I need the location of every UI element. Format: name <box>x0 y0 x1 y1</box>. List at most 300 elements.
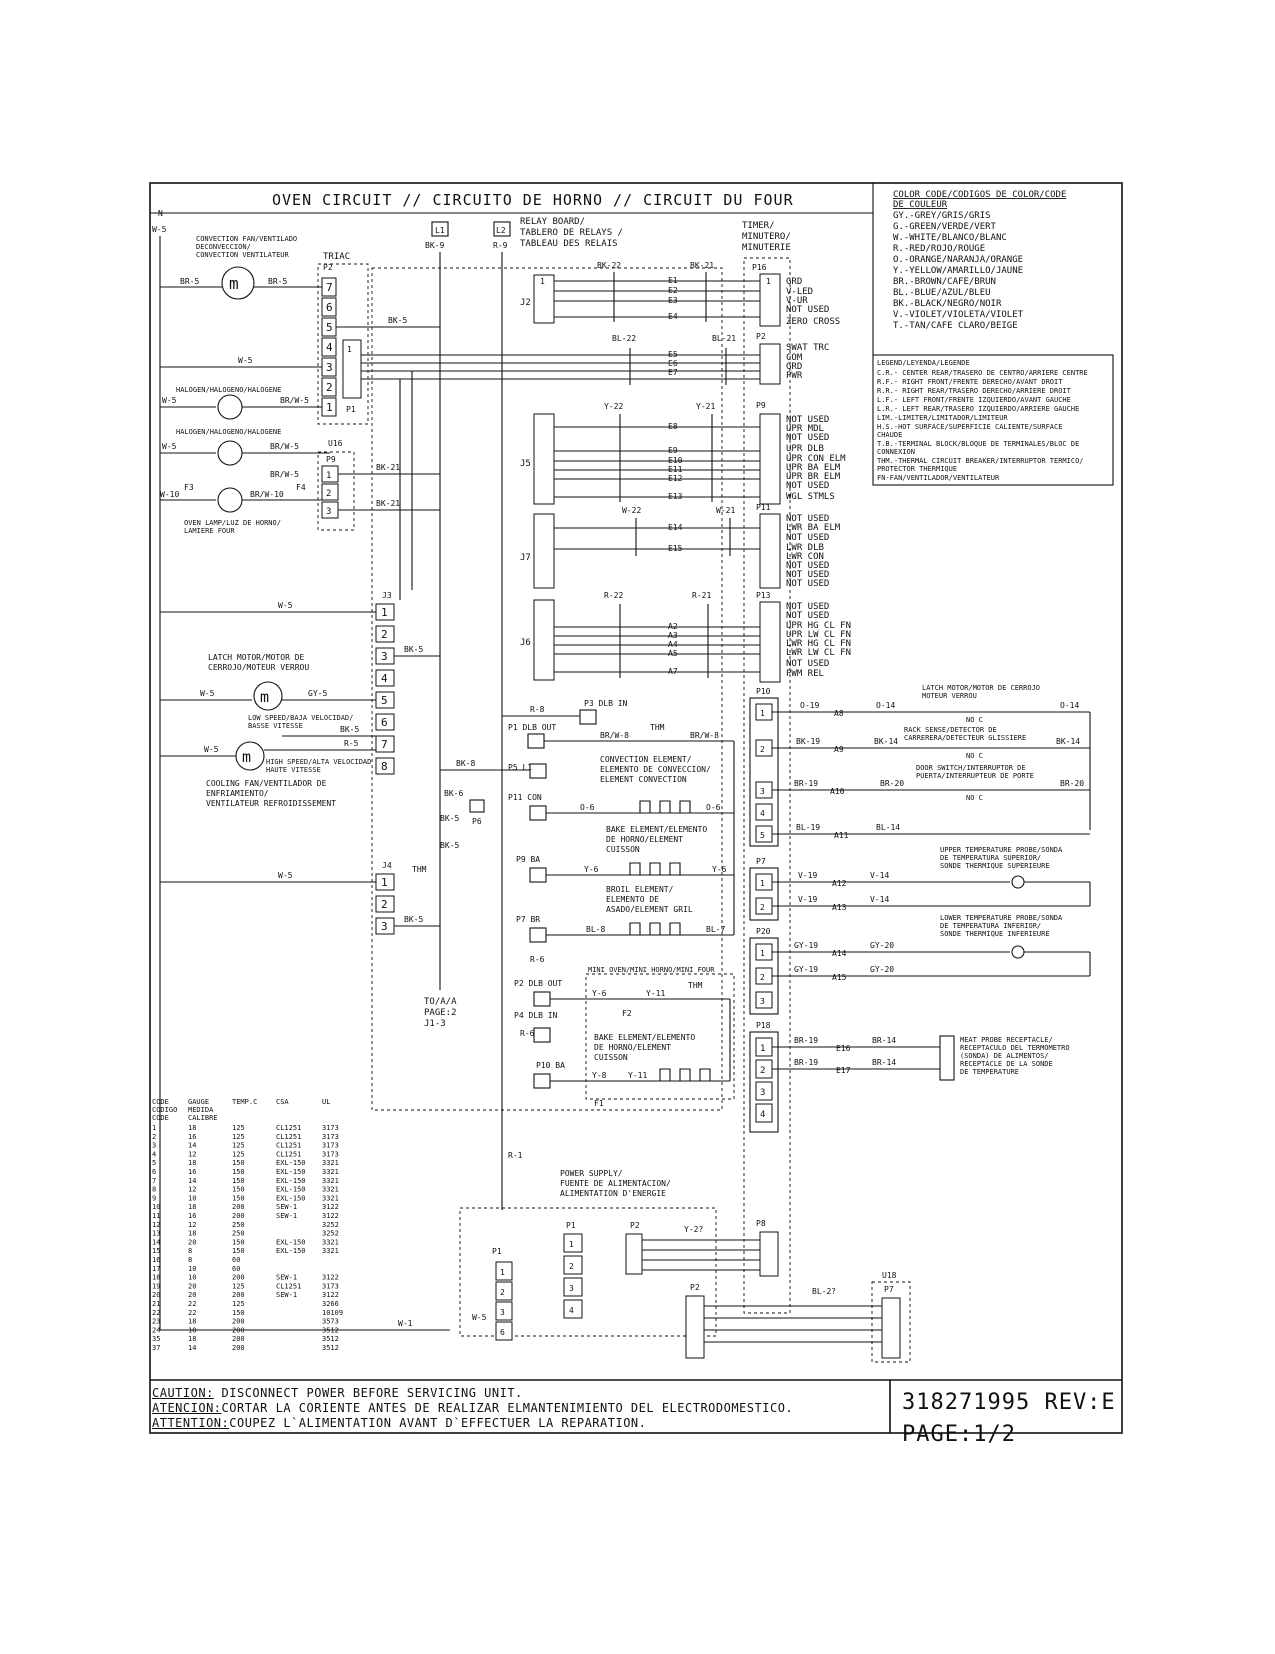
p10-ba-label: P10 BA <box>536 1061 565 1070</box>
pin-label: NOT USED <box>786 659 830 669</box>
conv-elem-label: CONVECTION ELEMENT/ <box>600 755 692 764</box>
gauge-table-cell: 125 <box>232 1300 245 1308</box>
j3-label: J3 <box>382 591 392 600</box>
gauge-table-cell: 24 <box>152 1326 161 1335</box>
color-legend-item: V.-VIOLET/VIOLETA/VIOLET <box>893 310 1024 320</box>
bake-elem2-label: CUISSON <box>594 1053 628 1062</box>
svg-text:5: 5 <box>760 831 765 840</box>
pin-label: ZERO CROSS <box>786 317 841 327</box>
p5-label: P5 L1 <box>508 763 533 772</box>
low-speed-label: BASSE VITESSE <box>248 722 303 730</box>
svg-text:1: 1 <box>760 1044 766 1054</box>
abbrev-item: L.F.- LEFT FRONT/FRENTE IZQUIERDO/AVANT GAUCHE <box>877 396 1071 404</box>
pin-label: UPR HG CL FN <box>786 621 852 631</box>
attention-label: ATTENTION: <box>152 1416 230 1430</box>
p9r-label: P9 <box>756 401 766 410</box>
pin-label: GRD <box>786 362 803 372</box>
j6-connector <box>534 600 554 680</box>
p2-ps-connector <box>626 1234 642 1274</box>
p20-connector <box>756 944 772 1008</box>
svg-text:m: m <box>229 274 239 293</box>
svg-text:6: 6 <box>381 716 388 729</box>
wire-label: BL-7 <box>706 925 726 934</box>
svg-text:1: 1 <box>760 709 765 718</box>
svg-text:7: 7 <box>326 281 333 294</box>
switch-label: NO C <box>966 794 983 802</box>
pin-label: LWR CON <box>786 552 824 562</box>
lower-probe-label: LOWER TEMPERATURE PROBE/SONDA <box>940 914 1063 922</box>
wire-label: GY-19 <box>794 965 819 974</box>
wire-label: Y-6 <box>592 989 607 998</box>
wire-label: BL-22 <box>612 334 637 343</box>
p1b-label: P1 <box>566 1221 576 1230</box>
p9-ba-label: P9 BA <box>516 855 541 864</box>
gauge-table-cell: 125 <box>232 1124 245 1132</box>
wire-label: BR/W-8 <box>690 731 719 740</box>
gauge-table-cell: 125 <box>232 1132 245 1141</box>
abbrev-item: CONNEXION <box>877 448 915 456</box>
svg-text:7: 7 <box>381 738 388 751</box>
wire-label: BR-19 <box>794 1036 819 1045</box>
svg-text:4: 4 <box>569 1306 574 1315</box>
color-legend <box>893 190 1066 331</box>
wire-label: BK-14 <box>1056 737 1081 746</box>
p6-label: P6 <box>472 817 482 826</box>
wire-label: A15 <box>832 973 847 982</box>
gauge-table-cell: 125 <box>232 1150 245 1159</box>
gauge-table-cell: 60 <box>232 1264 241 1273</box>
gauge-table-cell: 16 <box>188 1212 197 1220</box>
abbrev-item: R.F.- RIGHT FRONT/FRENTE DERECHO/AVANT DROIT <box>877 378 1063 386</box>
svg-text:1: 1 <box>381 876 388 889</box>
gauge-table-cell: 10 <box>188 1264 197 1273</box>
gauge-table-cell: SEW-1 <box>276 1203 298 1212</box>
wire-label: W-5 <box>162 442 177 451</box>
gauge-table-cell: 20 <box>152 1291 161 1300</box>
gauge-table-cell: 3321 <box>322 1159 339 1168</box>
p6-terminal <box>470 800 484 812</box>
gauge-table-cell: 200 <box>232 1212 245 1220</box>
gauge-table-cell: 150 <box>232 1168 245 1176</box>
gauge-table-cell: 23 <box>152 1317 161 1326</box>
broil-elem-label: ELEMENTO DE <box>606 895 659 904</box>
j2-wires <box>554 281 760 317</box>
gauge-table-cell: 200 <box>232 1317 245 1326</box>
upper-probe <box>1012 876 1024 888</box>
rack-sense-label: RACK SENSE/DETECTOR DE <box>904 726 997 734</box>
gauge-table-cell: 150 <box>232 1159 245 1168</box>
gauge-table-cell: EXL-150 <box>276 1176 306 1185</box>
j5-label: J5 <box>520 459 531 469</box>
gauge-table-cell: 18 <box>188 1229 197 1238</box>
e-label: E1 <box>668 276 678 285</box>
gauge-table-cell: 13 <box>152 1229 161 1238</box>
thm-label: THM <box>650 723 665 732</box>
thm-label: THM <box>412 865 427 874</box>
wire-label: BL-21 <box>712 334 737 343</box>
wire-label: GY-19 <box>794 941 819 950</box>
conv-elem-label: ELEMENT CONVECTION <box>600 775 687 784</box>
p1-ps-label: P1 <box>492 1247 502 1256</box>
p2r-connector <box>760 344 780 384</box>
wire-label: E16 <box>836 1044 851 1053</box>
gauge-table-cell: 200 <box>232 1335 245 1344</box>
gauge-table-cell: 22 <box>188 1308 197 1317</box>
p2-label: P2 <box>323 263 333 272</box>
wire-label: V-14 <box>870 895 890 904</box>
wire-label: V-19 <box>798 871 818 880</box>
caution-text: DISCONNECT POWER BEFORE SERVICING UNIT. <box>213 1386 523 1400</box>
lower-probe-label: DE TEMPERATURA INFERIOR/ <box>940 922 1042 930</box>
relay-board-label: TABLEAU DES RELAIS <box>520 239 618 249</box>
oven-lamp <box>218 488 242 512</box>
color-legend-item: G.-GREEN/VERDE/VERT <box>893 222 996 232</box>
conv-element <box>640 801 690 813</box>
fuse-label: F2 <box>622 1009 632 1018</box>
gauge-table-cell: 12 <box>188 1185 197 1194</box>
p7r-label: P7 <box>756 857 766 866</box>
svg-text:2: 2 <box>381 628 388 641</box>
wire-label: BK-8 <box>456 759 476 768</box>
pin-label: NOT USED <box>786 305 830 315</box>
gauge-table-cell: 3252 <box>322 1220 339 1229</box>
gauge-table-cell: 37 <box>152 1344 161 1352</box>
pin-label: LWR DLB <box>786 543 824 553</box>
gauge-table <box>152 1098 343 1352</box>
low-speed-label: LOW SPEED/BAJA VELOCIDAD/ <box>248 714 354 722</box>
conv-fan-label: CONVECTION FAN/VENTILADO <box>196 235 298 243</box>
gauge-table-cell: 5 <box>152 1159 157 1168</box>
p9-ba-terminal <box>530 868 546 882</box>
p8-connector <box>760 1232 778 1276</box>
wire-label: BK-5 <box>404 645 424 654</box>
attention-text: COUPEZ L`ALIMENTATION AVANT D`EFFECTUER LA REPARATION. <box>229 1416 647 1430</box>
wire-label: GY-5 <box>308 689 328 698</box>
p7-br-label: P7 BR <box>516 915 541 924</box>
l1-label: L1 <box>435 226 445 235</box>
gauge-table-cell: 10109 <box>322 1308 344 1317</box>
gauge-table-cell: 200 <box>232 1203 245 1212</box>
p3-label: P3 DLB IN <box>584 699 628 708</box>
wire-label: BL-19 <box>796 823 821 832</box>
p20-label: P20 <box>756 927 771 936</box>
wire-label: BK-9 <box>425 241 445 250</box>
gauge-table-cell: 3173 <box>322 1282 339 1291</box>
e-label: E13 <box>668 492 683 501</box>
upper-probe-label: SONDE THERMIQUE SUPERIEURE <box>940 862 1050 870</box>
pin-label: NOT USED <box>786 570 830 580</box>
p10-label: P10 <box>756 687 771 696</box>
to-page-label: TO/A/A <box>424 997 457 1007</box>
svg-text:m: m <box>242 748 252 766</box>
bake-element <box>630 863 680 875</box>
a-label: A2 <box>668 622 678 631</box>
gauge-table-cell: 150 <box>232 1194 245 1203</box>
gauge-table-cell: EXL-150 <box>276 1238 306 1247</box>
wire-label: BR/W-5 <box>270 442 299 451</box>
gauge-table-cell: EXL-150 <box>276 1194 306 1203</box>
pin-label: NOT USED <box>786 611 830 621</box>
pin-label: GRD <box>786 277 803 287</box>
gauge-table-cell: EXL-150 <box>276 1159 306 1168</box>
svg-text:3: 3 <box>326 507 332 517</box>
gauge-table-cell: 18 <box>152 1273 161 1282</box>
relay-board-label: RELAY BOARD/ <box>520 217 586 227</box>
pin-label: UPR DLB <box>786 444 824 454</box>
wire-label: A11 <box>834 831 849 840</box>
j5-wires <box>554 427 760 497</box>
wire-label: BK-5 <box>404 915 424 924</box>
svg-text:1: 1 <box>760 879 765 888</box>
p7r-connector <box>756 874 772 914</box>
j2-label: J2 <box>520 298 531 308</box>
gauge-table-cell: 18 <box>188 1203 197 1212</box>
wire-label: W-5 <box>278 601 293 610</box>
gauge-table-cell: 150 <box>232 1185 245 1194</box>
wire-label: Y-22 <box>604 402 624 411</box>
wire-label: W-5 <box>162 396 177 405</box>
e-label: E14 <box>668 523 683 532</box>
gauge-table-header: CODIGO <box>152 1106 178 1114</box>
p2-dlb-terminal <box>534 992 550 1006</box>
bake-elem2-label: DE HORNO/ELEMENT <box>594 1043 672 1052</box>
pin-label: V-LED <box>786 287 814 297</box>
gauge-table-cell: 18 <box>188 1317 197 1326</box>
wire-label: BR-19 <box>794 1058 819 1067</box>
gauge-table-cell: CL1251 <box>276 1124 302 1132</box>
svg-text:5: 5 <box>381 694 388 707</box>
color-legend-item: BL.-BLUE/AZUL/BLEU <box>893 288 991 298</box>
pin-label: NOT USED <box>786 561 830 571</box>
triac-label: TRIAC <box>323 252 351 262</box>
wire-label: R-8 <box>530 705 545 714</box>
j7-label: J7 <box>520 553 531 563</box>
timer-label: MINUTERO/ <box>742 232 791 242</box>
wire-label: W-5 <box>472 1313 487 1322</box>
wire-label: Y-2? <box>684 1225 704 1234</box>
j6-wires <box>554 627 760 672</box>
wire-label: Y-21 <box>696 402 716 411</box>
gauge-table-cell: 3122 <box>322 1273 339 1282</box>
gauge-table-cell: 16 <box>188 1132 197 1141</box>
gauge-table-cell: 3573 <box>322 1317 339 1326</box>
a-label: A4 <box>668 640 678 649</box>
abbrev-item: C.R.- CENTER REAR/TRASERO DE CENTRO/ARRIERE CENTRE <box>877 369 1088 377</box>
gauge-table-cell: 15 <box>152 1247 161 1256</box>
gauge-table-cell: 1 <box>152 1124 157 1132</box>
e-label: E7 <box>668 368 678 377</box>
wire-label: BK-5 <box>440 841 460 850</box>
gauge-table-header: CODE <box>152 1098 169 1106</box>
wire-label: R-6 <box>520 1029 535 1038</box>
j5-connector <box>534 414 554 504</box>
gauge-table-header: CODE <box>152 1114 169 1122</box>
wire-label: W-5 <box>200 689 215 698</box>
a-label: A5 <box>668 649 678 658</box>
wire-label: R-5 <box>344 739 359 748</box>
gauge-table-cell: 14 <box>188 1141 197 1150</box>
power-supply-p1 <box>496 1262 512 1340</box>
svg-text:4: 4 <box>760 809 765 818</box>
atencion-line <box>152 1401 793 1415</box>
gauge-table-cell: 8 <box>188 1247 193 1256</box>
gauge-table-cell: 3122 <box>322 1212 339 1220</box>
gauge-table-header: TEMP.C <box>232 1098 258 1106</box>
wire-label: A14 <box>832 949 847 958</box>
gauge-table-cell: 3321 <box>322 1185 339 1194</box>
latch-motor-label: CERROJO/MOTEUR VERROU <box>208 663 310 672</box>
wire-label: O-19 <box>800 701 820 710</box>
wire-label: BR-5 <box>180 277 200 286</box>
wire-label: BK-21 <box>376 463 401 472</box>
abbrev-item: R.R.- RIGHT REAR/TRASERO DERECHO/ARRIERE DROIT <box>877 387 1071 395</box>
wire-label: R-22 <box>604 591 624 600</box>
gauge-table-cell: 150 <box>232 1176 245 1185</box>
pin-label: WGL STMLS <box>786 492 835 502</box>
gauge-table-cell: EXL-150 <box>276 1247 306 1256</box>
neutral-label: N <box>158 209 163 218</box>
door-switch-label: PUERTA/INTERRUPTEUR DE PORTE <box>916 772 1035 780</box>
p1-connector <box>343 340 361 398</box>
gauge-table-header: CALIBRE <box>188 1114 218 1122</box>
svg-text:3: 3 <box>569 1284 574 1293</box>
svg-text:1: 1 <box>540 277 545 286</box>
gauge-table-cell: CL1251 <box>276 1282 302 1291</box>
e-label: E4 <box>668 312 678 321</box>
svg-text:3: 3 <box>326 361 333 374</box>
svg-text:6: 6 <box>500 1328 505 1337</box>
svg-text:1: 1 <box>766 277 771 286</box>
door-switch-label: DOOR SWITCH/INTERRUPTOR DE <box>916 764 1026 772</box>
wire-label: W-21 <box>716 506 736 515</box>
rack-sense-label: CARRERERA/DETECTEUR GLISSIERE <box>904 734 1027 742</box>
pin-label: NOT USED <box>786 415 830 425</box>
e-label: E15 <box>668 544 683 553</box>
switch-label: NO C <box>966 716 983 724</box>
gauge-table-cell: EXL-150 <box>276 1185 306 1194</box>
pin-label: NOT USED <box>786 579 830 589</box>
to-page-label: J1-3 <box>424 1019 446 1029</box>
wire-label: R-21 <box>692 591 712 600</box>
wire-label: O-14 <box>876 701 896 710</box>
fuse-label: F1 <box>594 1099 604 1108</box>
gauge-table-cell: 20 <box>188 1282 197 1291</box>
abbrev-item: T.B.-TERMINAL BLOCK/BLOQUE DE TERMINALES/BLOC DE <box>877 440 1080 448</box>
bake-elem2-label: BAKE ELEMENT/ELEMENTO <box>594 1033 696 1042</box>
wire-label: GY-20 <box>870 965 895 974</box>
wire-label: V-14 <box>870 871 890 880</box>
meat-probe-receptacle <box>940 1036 954 1080</box>
conv-fan-label: DECONVECCION/ <box>196 243 251 251</box>
color-legend-item: GY.-GREY/GRIS/GRIS <box>893 211 991 221</box>
abbrev-item: FN-FAN/VENTILADOR/VENTILATEUR <box>877 474 1000 482</box>
a-label: A7 <box>668 667 678 676</box>
gauge-table-cell: 3321 <box>322 1176 339 1185</box>
pin-label: UPR MDL <box>786 424 824 434</box>
caution-line <box>152 1386 523 1400</box>
gauge-table-cell: 7 <box>152 1176 157 1185</box>
oven-lamp-label: OVEN LAMP/LUZ DE HORNO/ <box>184 519 281 527</box>
gauge-table-cell: 18 <box>188 1159 197 1168</box>
svg-text:1: 1 <box>500 1268 505 1277</box>
wire-label: BK-6 <box>444 789 464 798</box>
wire-label: BK-14 <box>874 737 899 746</box>
gauge-table-cell: 10 <box>188 1273 197 1282</box>
wire-label: V-19 <box>798 895 818 904</box>
p11-con-label: P11 CON <box>508 793 542 802</box>
svg-text:3: 3 <box>760 1088 766 1098</box>
e-label: E12 <box>668 474 683 483</box>
gauge-table-cell: 17 <box>152 1264 161 1273</box>
ps-harness <box>642 1240 760 1270</box>
gauge-table-cell: CL1251 <box>276 1150 302 1159</box>
wire-label: R-6 <box>530 955 545 964</box>
gauge-table-cell: 10 <box>152 1203 161 1212</box>
svg-text:1: 1 <box>347 345 352 354</box>
gauge-table-cell: 4 <box>152 1150 157 1159</box>
p10-ba-terminal <box>534 1074 550 1088</box>
gauge-table-cell: 12 <box>152 1220 161 1229</box>
wire-label: BK-21 <box>690 261 715 270</box>
gauge-table-cell: 3252 <box>322 1229 339 1238</box>
svg-text:1: 1 <box>326 471 332 481</box>
svg-text:4: 4 <box>760 1110 766 1120</box>
gauge-table-cell: 200 <box>232 1344 245 1352</box>
svg-text:2: 2 <box>760 745 765 754</box>
bake-elem-label: CUISSON <box>606 845 640 854</box>
svg-text:2: 2 <box>760 903 765 912</box>
gauge-table-cell: 200 <box>232 1273 245 1282</box>
e-label: E2 <box>668 286 678 295</box>
pin-label: UPR BR ELM <box>786 472 841 482</box>
gauge-table-cell: 3321 <box>322 1194 339 1203</box>
gauge-table-cell: 18 <box>188 1335 197 1344</box>
wire-label: BK-19 <box>796 737 821 746</box>
gauge-table-cell: 10 <box>188 1194 197 1203</box>
gauge-table-cell: 3512 <box>322 1335 339 1344</box>
wire-label: O-14 <box>1060 701 1080 710</box>
svg-text:4: 4 <box>381 672 388 685</box>
power-supply-label: POWER SUPPLY/ <box>560 1169 623 1178</box>
abbrev-item: L.R.- LEFT REAR/TRASERO IZQUIERDO/ARRIERE GAUCHE <box>877 405 1080 413</box>
gauge-table-cell: 35 <box>152 1335 161 1344</box>
broil-element <box>630 923 680 935</box>
gauge-table-cell: 3321 <box>322 1238 339 1247</box>
wire-label: BR/W-5 <box>280 396 309 405</box>
svg-text:1: 1 <box>760 949 765 958</box>
wire-label: BR/W-8 <box>600 731 629 740</box>
a-label: A3 <box>668 631 678 640</box>
meat-probe-label: MEAT PROBE RECEPTACLE/ <box>960 1036 1053 1044</box>
gauge-table-cell: 3512 <box>322 1344 339 1352</box>
cooling-fan-label: COOLING FAN/VENTILADOR DE <box>206 779 327 788</box>
gauge-table-cell: 14 <box>188 1344 197 1352</box>
p18-connector <box>756 1038 772 1122</box>
relay-board-label: TABLERO DE RELAYS / <box>520 228 623 238</box>
gauge-table-cell: SEW-1 <box>276 1291 298 1300</box>
pin-label: COM <box>786 353 803 363</box>
color-legend-item: Y.-YELLOW/AMARILLO/JAUNE <box>893 266 1024 276</box>
color-legend-item: O.-ORANGE/NARANJA/ORANGE <box>893 255 1024 265</box>
p16-label: P16 <box>752 263 767 272</box>
gauge-table-cell: 18 <box>188 1326 197 1335</box>
timer-label: TIMER/ <box>742 221 775 231</box>
triac-connector <box>322 278 336 416</box>
to-page-label: PAGE:2 <box>424 1008 457 1018</box>
gauge-table-header: MEDIDA <box>188 1106 214 1114</box>
wire-label: BK-21 <box>376 499 401 508</box>
gauge-table-cell: 14 <box>188 1176 197 1185</box>
